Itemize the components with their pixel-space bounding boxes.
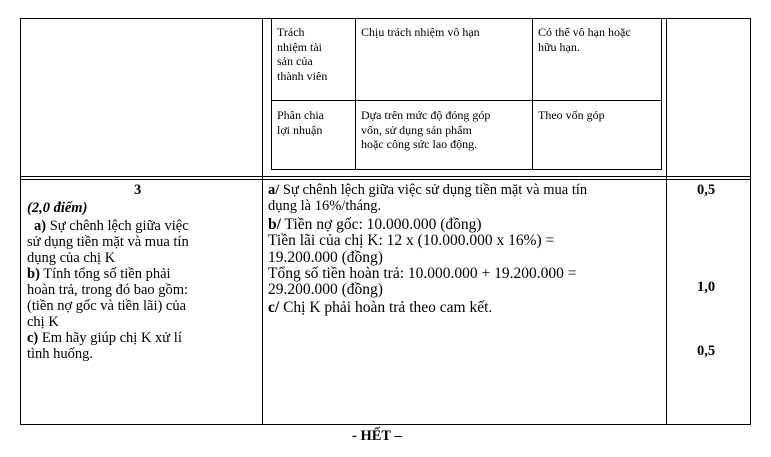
inner-table-bottom <box>271 169 662 170</box>
inner-table-row-divider <box>271 100 662 101</box>
inner-row2-col2 <box>361 108 490 152</box>
answer-b <box>268 217 577 298</box>
table-right-border <box>750 18 751 425</box>
question-number: 3 <box>134 182 142 198</box>
inner-row2-label-line: Phân chia <box>277 108 324 122</box>
inner-table-col-1 <box>355 18 356 170</box>
table-row-divider-2 <box>20 179 751 180</box>
item-c-line: Em hãy giúp chị K xử lí <box>38 330 182 346</box>
inner-table-left <box>271 18 272 170</box>
inner-table-col-2 <box>532 18 533 170</box>
table-bottom-border <box>20 424 751 425</box>
answer-a-line: Sự chênh lệch giữa việc sử dụng tiền mặt và mua tín <box>279 182 588 198</box>
item-b-line: chị K <box>27 314 59 330</box>
inner-row2-col2-line: Dựa trên mức độ đóng góp <box>361 108 491 122</box>
item-b-line: (tiền nợ gốc và tiền lãi) của <box>27 298 187 314</box>
inner-row2-col3 <box>538 108 605 123</box>
question-points-note: (2,0 điểm) <box>27 200 88 216</box>
score-b: 1,0 <box>697 279 716 295</box>
inner-row1-col3-line: hữu hạn. <box>538 39 580 54</box>
item-a-line: Sự chênh lệch giữa việc <box>46 218 189 234</box>
answer-c-prefix: c/ <box>268 299 280 316</box>
inner-table-right <box>661 18 662 170</box>
inner-row2-label <box>277 108 324 137</box>
table-col-divider-1 <box>262 18 263 425</box>
item-a-line: sử dụng tiền mặt và mua tín <box>27 234 189 250</box>
end-marker: - HẾT – <box>352 428 402 444</box>
inner-row1-label-line: Trách <box>277 25 305 39</box>
answer-c <box>268 300 492 316</box>
table-col-divider-2 <box>666 18 667 425</box>
item-c-line: tình huống. <box>27 346 94 362</box>
answer-b-line: Tiền lãi của chị K: 12 x (10.000.000 x 16%) = <box>268 232 555 250</box>
table-row-divider <box>20 176 751 177</box>
answer-b-prefix: b/ <box>268 216 281 233</box>
answer-a <box>268 182 587 214</box>
inner-row2-col3-line: Theo vốn góp <box>538 108 605 122</box>
inner-row1-col3-line: Có thể vô hạn hoặc <box>538 25 631 39</box>
item-a-prefix: a) <box>34 218 47 234</box>
score-a: 0,5 <box>697 182 716 198</box>
inner-row1-label-line: nhiệm tài <box>277 39 322 54</box>
answer-c-line: Chị K phải hoàn trả theo cam kết. <box>279 299 493 316</box>
item-b-prefix: b) <box>27 266 40 282</box>
question-item-b <box>27 266 189 330</box>
answer-a-line: dụng là 16%/tháng. <box>268 198 382 214</box>
table-left-border <box>20 18 21 425</box>
inner-row2-label-line: lợi nhuận <box>277 122 323 137</box>
inner-row2-col2-line: hoặc công sức lao động. <box>361 137 478 151</box>
answer-b-line: Tiền nợ gốc: 10.000.000 (đồng) <box>280 216 482 233</box>
question-items <box>27 218 189 362</box>
inner-row1-label <box>277 25 327 83</box>
inner-row1-col2-line: Chịu trách nhiệm vô hạn <box>361 25 480 39</box>
inner-row1-col3 <box>538 25 631 54</box>
item-b-line: Tính tổng số tiền phải <box>39 266 171 282</box>
answer-b-line: Tổng số tiền hoàn trả: 10.000.000 + 19.200.000 = <box>268 264 577 282</box>
question-item-a <box>27 218 189 266</box>
item-a-line: dụng của chị K <box>27 250 116 266</box>
item-b-line: hoàn trả, trong đó bao gồm: <box>27 282 189 298</box>
question-item-c <box>27 330 189 362</box>
item-c-prefix: c) <box>27 330 39 346</box>
inner-row1-label-line: sản của <box>277 54 313 68</box>
answer-b-line: 19.200.000 (đồng) <box>268 248 383 266</box>
answer-b-line: 29.200.000 (đồng) <box>268 281 383 299</box>
table-top-border <box>20 18 751 19</box>
inner-row1-col2 <box>361 25 480 40</box>
score-c: 0,5 <box>697 343 716 359</box>
inner-row2-col2-line: vốn, sử dụng sản phẩm <box>361 122 472 137</box>
answer-a-prefix: a/ <box>268 182 280 198</box>
inner-row1-label-line: thành viên <box>277 68 328 83</box>
